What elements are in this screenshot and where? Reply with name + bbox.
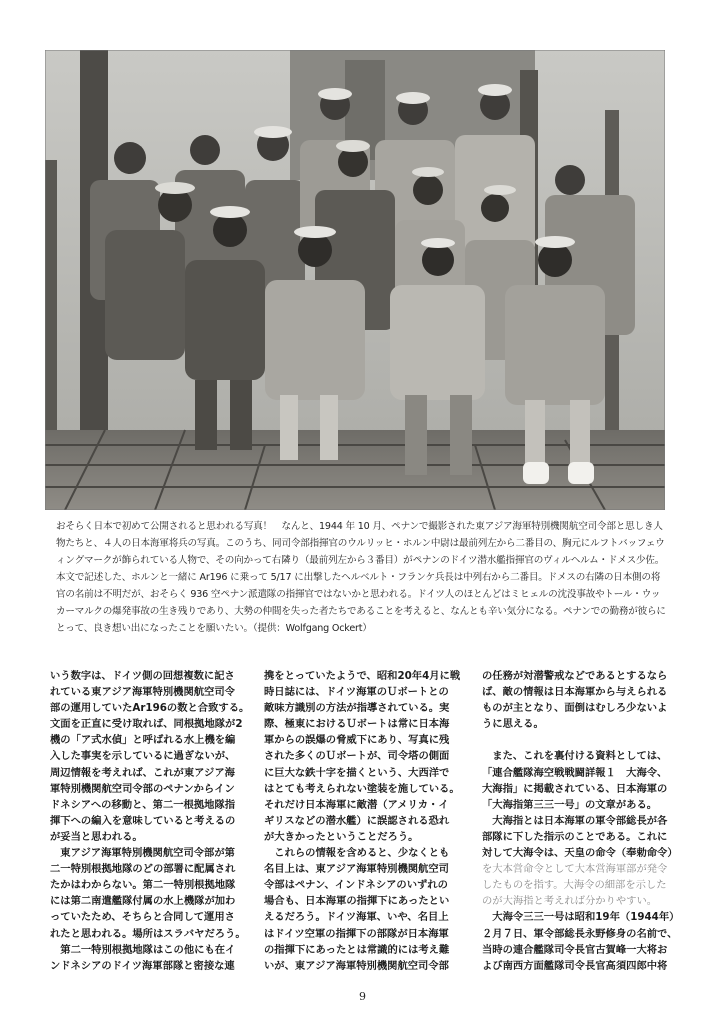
- body-line: 際、極東におけるＵボートは常に日本海: [264, 718, 450, 731]
- body-line: が大きかったということだろう。: [264, 830, 419, 843]
- group-photo: [45, 50, 665, 510]
- caption-line: とって、良き想い出になったことを願いたい。（提供：Wolfgang Ockert）: [56, 623, 372, 634]
- body-column-1: [50, 668, 250, 974]
- body-line: 対して大海令は、天皇の命令（奉勅命令）: [482, 847, 678, 860]
- body-line: 周辺情報を考えれば、これが東アジア海: [50, 766, 235, 779]
- body-line: 第二一特別根拠地隊はこの他にも在イ: [50, 943, 236, 956]
- caption-line: おそらく日本で初めて公開されると思われる写真！ なんと、1944 年 10 月、ペナンで撮影された東アジア海軍特別機関航空司令部と思しき人: [56, 521, 663, 532]
- body-line: それだけ日本海軍に敵潜（アメリカ・イ: [264, 798, 449, 811]
- page-number: 9: [359, 990, 366, 1003]
- group-photo-illustration: [45, 50, 665, 510]
- body-line: に巨大な鉄十字を描くという、大西洋で: [264, 766, 450, 779]
- body-line: 「大海指第三三一号」の文章がある。: [482, 798, 658, 811]
- body-line: 軍からの誤爆の脅威下にあり、写真に残: [264, 734, 450, 747]
- caption-line: カーマルクの爆発事故の生き残りであり、大勢の仲間を失った者たちであることを考えると、なんとも辛い気分になる。ペナンでの勤務が彼らに: [56, 606, 666, 617]
- body-line: 令部はペナン、インドネシアのいずれの: [264, 879, 448, 892]
- body-line: の任務が対潜警戒などであるとするなら: [482, 670, 668, 682]
- body-line: 東アジア海軍特別機関航空司令部が第: [50, 847, 235, 860]
- body-line: 部隊に下した指示のことである。これに: [482, 830, 668, 843]
- body-line: いう数字は、ドイツ側の回想複数に記さ: [50, 670, 235, 682]
- body-line: 大海指とは日本海軍の軍令部総長が各: [482, 814, 668, 827]
- body-line: たかはわからない。第二一特別根拠地隊: [50, 879, 236, 892]
- body-line: を大本営命令として大本営海軍部が発令: [482, 863, 668, 876]
- body-column-2: [264, 668, 460, 974]
- body-line: [482, 732, 678, 748]
- body-line: ば、敵の情報は日本海軍から与えられる: [482, 686, 668, 699]
- body-line: 携をとっていたようで、昭和20年4月に戦: [264, 670, 461, 682]
- caption-line: 物たちと、４人の日本海軍将兵の写真。このうち、同司令部指揮官のウルリッヒ・ホルン中尉は最前列左から二番目の、胸元にルフトバッフェウ: [56, 538, 665, 549]
- body-line: ギリスなどの潜水艦）に誤認される恐れ: [264, 814, 450, 827]
- body-line: いが、東アジア海軍特別機関航空司令部: [264, 959, 449, 972]
- body-line: 場合も、日本海軍の指揮下にあったとい: [264, 895, 450, 908]
- body-line: えるだろう。ドイツ海軍、いや、名目上: [264, 911, 449, 924]
- caption-line: 本文で記述した、ホルンと一緒に Ar196 に乗って 5/17 に出撃したヘルベルト・フランケ兵長は中列右から二番目。ドメスの右隣の日本側の将: [56, 572, 661, 583]
- body-line: には第二南遣艦隊付属の水上機隊が加わ: [50, 895, 236, 908]
- body-line: 当時の連合艦隊司令長官古賀峰一大将お: [482, 943, 668, 956]
- caption-line: ィングマークが飾られている人物で、その向かって右隣り（最前列左から３番目）がペナンのドイツ潜水艦指揮官のヴィルヘルム・ドメス少佐。: [56, 555, 665, 566]
- body-line: のが大海指と考えれば分かりやすい。: [482, 895, 658, 908]
- body-line: 大海令三三一号は昭和19年（1944年）: [482, 911, 680, 924]
- body-line: 名目上は、東アジア海軍特別機関航空司: [264, 863, 449, 876]
- body-line: っていたため、そちらと合同して運用さ: [50, 911, 235, 924]
- body-line: 揮下への編入を意味していると考えるの: [50, 814, 236, 827]
- body-line: ２月７日、軍令部総長永野修身の名前で、: [482, 927, 678, 940]
- body-line: 時日誌には、ドイツ海軍のＵボートとの: [264, 686, 449, 699]
- body-line: 大海指」に掲載されている、日本海軍の: [482, 782, 668, 795]
- body-line: ドネシアへの移動と、第二一根拠地隊指: [50, 798, 236, 811]
- body-line: 入した事実を示しているに過ぎないが、: [50, 750, 236, 763]
- photo-caption: [56, 518, 666, 637]
- body-line: ものが主となり、面倒はむしろ少ないよ: [482, 702, 668, 715]
- body-line: された多くのＵボートが、司令塔の側面: [264, 750, 450, 763]
- body-line: よび南西方面艦隊司令長官高須四郎中将: [482, 959, 668, 972]
- body-line: これらの情報を含めると、少なくとも: [264, 847, 450, 860]
- body-line: はドイツ空軍の指揮下の部隊が日本海軍: [264, 927, 449, 940]
- body-line: れたと思われる。場所はスラバヤだろう。: [50, 927, 246, 940]
- body-line: 文面を正直に受け取れば、同根拠地隊が2: [50, 718, 243, 731]
- body-line: また、これを裏付ける資料としては、: [482, 750, 668, 763]
- body-line: 軍特別機関航空司令部のペナンからイン: [50, 782, 235, 795]
- body-line: 部の運用していたAr196の数と合致する。: [50, 702, 250, 715]
- body-line: の指揮下にあったとは常識的には考え難: [264, 943, 450, 956]
- body-line: が妥当と思われる。: [50, 830, 143, 843]
- body-line: 敵味方識別の方法が指導されている。実: [264, 702, 450, 715]
- body-line: したものを指す。大海令の細部を示した: [482, 879, 667, 892]
- body-line: 二一特別根拠地隊のどの部署に配属され: [50, 863, 236, 876]
- body-line: ンドネシアのドイツ海軍部隊と密接な連: [50, 959, 235, 972]
- body-column-3: [482, 668, 678, 974]
- caption-line: 官の名前は不明だが、おそらく 936 空ペナン派遣隊の指揮官ではないかと思われる。ドイツ人のほとんどはミヒェルの沈没事故やトール・ウッ: [56, 589, 661, 600]
- body-line: 「連合艦隊海空戦戦闘詳報１ 大海令、: [482, 766, 668, 779]
- body-line: はとても考えられない塗装を施している。: [264, 782, 460, 795]
- body-line: れている東アジア海軍特別機関航空司令: [50, 686, 235, 699]
- body-line: うに思える。: [482, 718, 544, 731]
- body-line: 機の「ア式水偵」と呼ばれる水上機を編: [50, 734, 236, 747]
